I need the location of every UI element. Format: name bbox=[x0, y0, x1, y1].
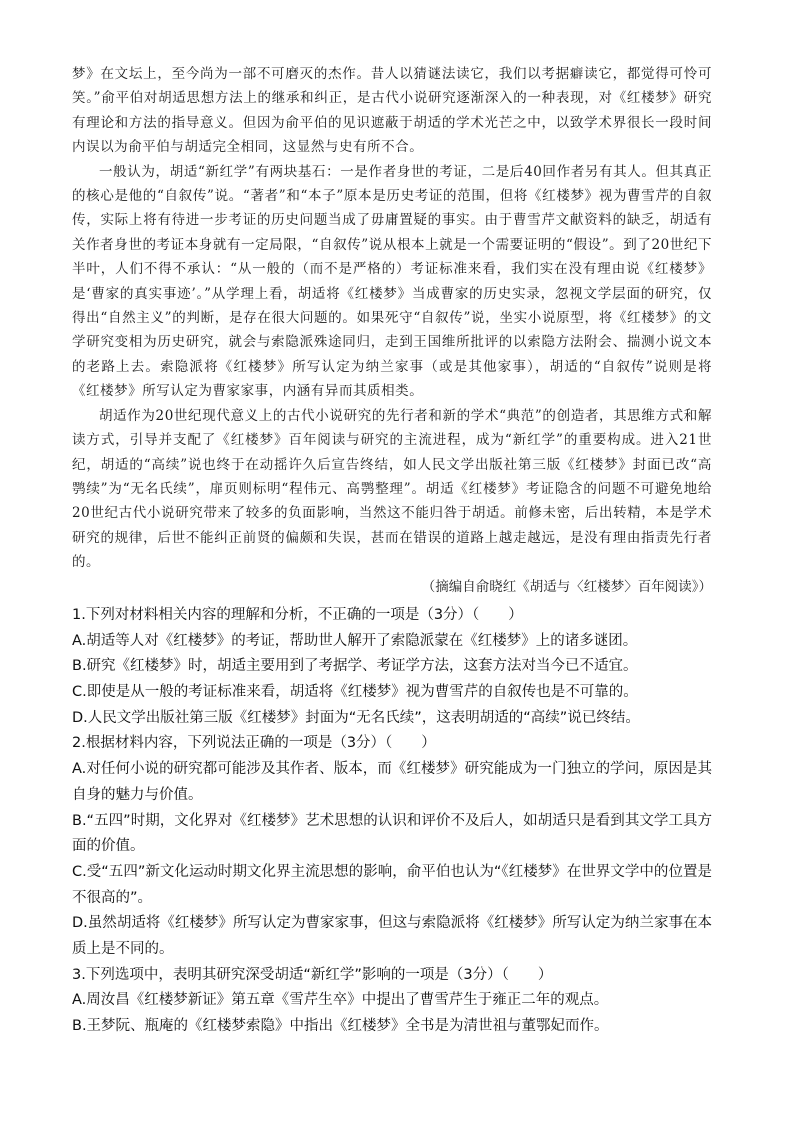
question-option-a: A.胡适等人对《红楼梦》的考证，帮助世人解开了索隐派蒙在《红楼梦》上的诸多谜团。 bbox=[72, 632, 638, 649]
question-1 bbox=[72, 603, 712, 732]
question-option-c: C.受“五四”新文化运动时期文化界主流思想的影响，俞平伯也认为“《红楼梦》在世界文学中的位置是不很高的”。 bbox=[72, 863, 712, 906]
passage-source: （摘编自俞晓红《胡适与〈红楼梦〉百年阅读》） bbox=[421, 578, 712, 595]
question-option-c: C.即使是从一般的考证标准来看，胡适将《红楼梦》视为曹雪芹的自叙传也是不可靠的。 bbox=[72, 684, 638, 701]
question-option-b: B.研究《红楼梦》时，胡适主要用到了考据学、考证学方法，这套方法对当今已不适宜。 bbox=[72, 658, 638, 675]
question-3 bbox=[72, 963, 712, 1040]
reading-passage bbox=[72, 62, 712, 599]
question-list bbox=[72, 603, 712, 1040]
question-option-a: A.对任何小说的研究都可能涉及其作者、版本，而《红楼梦》研究能成为一门独立的学问，原因是其自身的魅力与价值。 bbox=[72, 761, 712, 803]
passage-paragraph-2: 一般认为，胡适“新红学”有两块基石：一是作者身世的考证，二是后40回作者另有其人。但其真正的核心是他的“自叙传”说。“著者”和“本子”原本是历史考证的范围，但将《红楼梦》视为曹雪芹的自叙传，实际上将有待进一步考证的历史问题当成了毋庸置疑的事实。由于曹雪芹文献资料的缺乏，胡适有关作者身世的考证本身就有一定局限，“自叙传”说从根本上就是一个需要证明的“假设”。到了20世纪下半叶，人们不得不承认：“从一般的（而不是严格的）考证标准来看，我们实在没有理由说《红楼梦》是‘曹家的真实事迹’。”从学理上看，胡适将《红楼梦》当成曹家的历史实录，忽视文学层面的研究，仅得出“自然主义”的判断，是存在很大问题的。如果死守“自叙传”说，坐实小说原型，将《红楼梦》的文学研究变相为历史研究，就会与索隐派殊途同归，走到王国维所批评的以索隐方法附会、揣测小说文本的老路上去。索隐派将《红楼梦》所写认定为纳兰家事（或是其他家事），胡适的“自叙传”说则是将《红楼梦》所写认定为曹家家事，内涵有异而其质相类。 bbox=[72, 163, 712, 400]
question-2 bbox=[72, 731, 712, 962]
question-option-d: D.人民文学出版社第三版《红楼梦》封面为“无名氏续”，这表明胡适的“高续”说已终结。 bbox=[72, 709, 640, 726]
question-stem: 1.下列对材料相关内容的理解和分析，不正确的一项是（3分）（ ） bbox=[72, 606, 523, 623]
question-stem: 3.下列选项中，表明其研究深受胡适“新红学”影响的一项是（3分）（ ） bbox=[72, 966, 553, 983]
question-option-b: B.王梦阮、瓶庵的《红楼梦索隐》中指出《红楼梦》全书是为清世祖与董鄂妃而作。 bbox=[72, 1018, 609, 1035]
question-option-b: B.“五四”时期，文化界对《红楼梦》艺术思想的认识和评价不及后人，如胡适只是看到其文学工具方面的价值。 bbox=[72, 812, 712, 855]
question-option-a: A.周汝昌《红楼梦新证》第五章《雪芹生卒》中提出了曹雪芹生于雍正二年的观点。 bbox=[72, 992, 609, 1009]
passage-paragraph-1: 梦》在文坛上，至今尚为一部不可磨灭的杰作。昔人以猜谜法读它，我们以考据癖读它，都觉得可怜可笑。”俞平伯对胡适思想方法上的继承和纠正，是古代小说研究逐渐深入的一种表现，对《红楼梦》研究有理论和方法的指导意义。但因为俞平伯的见识遮蔽于胡适的学术光芒之中，以致学术界很长一段时间内误以为俞平伯与胡适完全相同，这显然与史有所不合。 bbox=[72, 66, 712, 156]
passage-paragraph-3: 胡适作为20世纪现代意义上的古代小说研究的先行者和新的学术“典范”的创造者，其思维方式和解读方式，引导并支配了《红楼梦》百年阅读与研究的主流进程，成为“新红学”的重要构成。进入21世纪，胡适的“高续”说也终于在动摇许久后宣告终结，如人民文学出版社第三版《红楼梦》封面已改“高鹗续”为“无名氏续”，扉页则标明“程伟元、高鹗整理”。胡适《红楼梦》考证隐含的问题不可避免地给20世纪古代小说研究带来了较多的负面影响，当然这不能归咎于胡适。前修未密，后出转精，本是学术研究的规律，后世不能纠正前贤的偏颇和失误，甚而在错误的道路上越走越远，是没有理由指责先行者的。 bbox=[72, 407, 712, 571]
question-option-d: D.虽然胡适将《红楼梦》所写认定为曹家家事，但这与索隐派将《红楼梦》所写认定为纳兰家事在本质上是不同的。 bbox=[72, 915, 712, 958]
question-stem: 2.根据材料内容，下列说法正确的一项是（3分）（ ） bbox=[72, 735, 436, 752]
